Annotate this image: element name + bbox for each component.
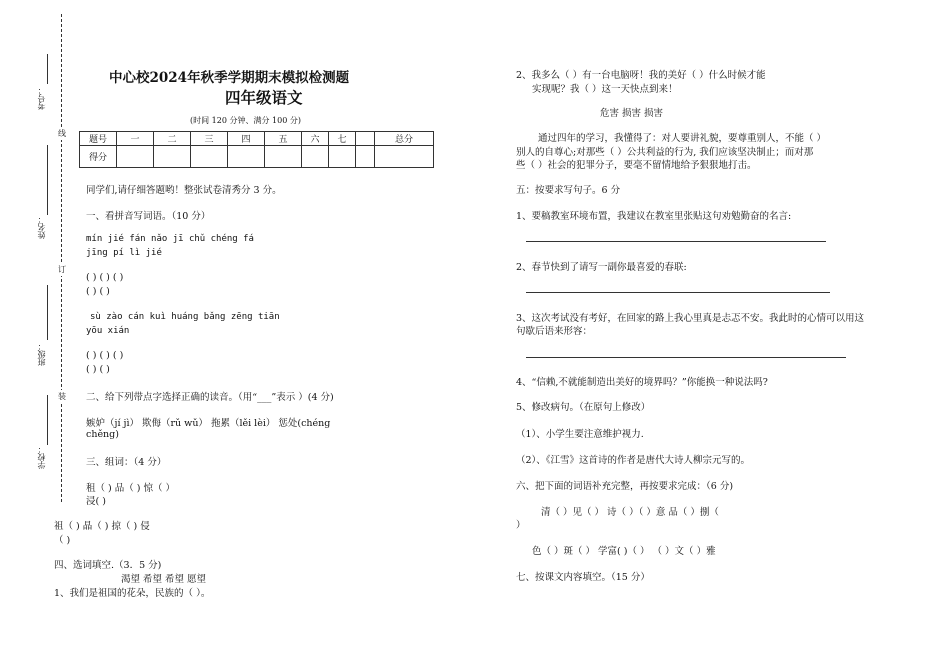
pinyin-row: sù zào cán kuì huáng bǎng zēng tiān: [90, 312, 280, 322]
fill-question[interactable]: 1、我们是祖国的花朵，民族的（ ）。: [54, 588, 211, 599]
score-cell: 一: [117, 132, 154, 146]
sentence-question: 句歇后语来形容：: [516, 326, 593, 337]
word-group-row[interactable]: （ ): [54, 535, 71, 546]
answer-blank-row[interactable]: ( ) ( ): [86, 286, 110, 297]
score-cell: 二: [154, 132, 191, 146]
answer-line[interactable]: [526, 292, 830, 293]
score-table: [79, 131, 434, 168]
binding-line-name: [47, 145, 48, 215]
exam-subtitle: 四年级语文: [225, 88, 303, 107]
score-cell: 四: [228, 132, 265, 146]
pinyin-row: yōu xián: [86, 326, 130, 336]
seal-mark-bind: 订: [58, 265, 66, 274]
section-1-title: 一、看拼音写词语。（10 分）: [86, 211, 211, 222]
label-exam-number: 考号：: [37, 86, 46, 110]
score-table-header-row: [80, 132, 434, 146]
fill-question[interactable]: 实现呢？我（ ）这一天快点到来！: [532, 84, 678, 95]
sentence-question: 5、修改病句。（在原句上修改）: [516, 402, 651, 413]
binding-line-school: [47, 395, 48, 445]
sentence-question: 2、春节快到了请写一副你最喜爱的春联:: [516, 262, 687, 273]
label-school: 学校：: [37, 445, 46, 469]
label-class: 班级：: [37, 342, 46, 366]
score-input-cell[interactable]: [265, 146, 302, 168]
score-input-cell[interactable]: [191, 146, 228, 168]
section-4-title: 四、选词填空.（3．5 分): [54, 560, 162, 571]
section-2-title: 二、给下列带点字选择正确的读音。（用“___”表示 ）(4 分): [86, 392, 334, 403]
score-table-score-row: [80, 146, 434, 168]
score-input-cell[interactable]: [375, 146, 434, 168]
pinyin-row: mín jié fán nǎo jī chǔ chéng fá: [86, 234, 254, 244]
score-cell: 总分: [375, 132, 434, 146]
score-input-cell[interactable]: [329, 146, 356, 168]
score-row-label: 得分: [80, 146, 117, 168]
word-options: 危害 损害 损害: [600, 108, 664, 119]
sentence-item[interactable]: （2）、《江雪》这首诗的作者是唐代大诗人柳宗元写的。: [516, 455, 751, 466]
reading-choice-row: chěng): [86, 429, 119, 440]
sentence-question: 3、这次考试没有考好，在回家的路上我心里真是忐忑不安。我此时的心情可以用这: [516, 313, 865, 324]
idiom-row[interactable]: ）: [516, 520, 526, 531]
score-cell: 五: [265, 132, 302, 146]
sentence-question: 4、“信赖,不就能制造出美好的境界吗？”你能换一种说法吗?: [516, 377, 768, 388]
time-note: (时间 120 分钟、满分 100 分): [190, 116, 301, 125]
answer-blank-row[interactable]: ( ) ( ) ( ): [86, 272, 124, 283]
paragraph-line[interactable]: 些（ ）社会的犯罪分子，要毫不留情地给予狠狠地打击。: [516, 160, 757, 171]
binding-line-class: [47, 285, 48, 340]
reading-choice-row: 嫉妒（jí jì） 欺侮（rǔ wǔ） 拖累（lěi lèi） 惩处(chéng: [86, 418, 331, 429]
intro-text: 同学们,请仔细答题哟！整张试卷清秀分 3 分。: [86, 185, 282, 196]
score-input-cell[interactable]: [356, 146, 375, 168]
score-cell: [356, 132, 375, 146]
score-input-cell[interactable]: [117, 146, 154, 168]
score-input-cell[interactable]: [302, 146, 329, 168]
score-cell: 题号: [80, 132, 117, 146]
score-cell: 七: [329, 132, 356, 146]
idiom-row[interactable]: 清（ ）见（ ） 诗（ ）（ ）意 品（ ）捌（: [541, 507, 719, 518]
word-group-row[interactable]: 祖（ ) 晶（ ) 掠（ ) 侵: [54, 521, 150, 532]
score-input-cell[interactable]: [228, 146, 265, 168]
word-options: 渴望 希望 希望 愿望: [121, 574, 207, 585]
answer-line[interactable]: [526, 241, 826, 242]
paragraph-line[interactable]: 通过四年的学习，我懂得了：对人要讲礼貌，要尊重别人，不能（ ）: [538, 133, 827, 144]
paragraph-line[interactable]: 别人的自尊心;对那些（ ）公共利益的行为, 我们应该坚决制止；而对那: [516, 147, 814, 158]
seal-mark-fold: 装: [58, 392, 66, 401]
binding-dashed-line: [61, 14, 62, 502]
seal-mark-line: 线: [58, 129, 66, 138]
answer-line[interactable]: [526, 357, 846, 358]
score-cell: 六: [302, 132, 329, 146]
pinyin-row: jīng pí lì jié: [86, 248, 162, 258]
section-3-title: 三、组词：（4 分）: [86, 457, 167, 468]
score-cell: 三: [191, 132, 228, 146]
section-6-title: 六、把下面的词语补充完整，再按要求完成：（6 分): [516, 481, 734, 492]
sentence-question: 1、要稿教室环境布置，我建议在教室里张贴这句劝勉勤奋的名言:: [516, 211, 792, 222]
section-7-title: 七、按课文内容填空。（15 分）: [516, 572, 650, 583]
label-name: 姓名：: [37, 215, 46, 239]
fill-question[interactable]: 2、我多么（ ）有一台电脑呀！我的美好（ ）什么时候才能: [516, 70, 766, 81]
score-input-cell[interactable]: [154, 146, 191, 168]
section-5-title: 五：按要求写句子。6 分: [516, 185, 621, 196]
binding-line-exam-number: [47, 54, 48, 84]
sentence-item[interactable]: （1）、小学生要注意维护视力.: [516, 429, 644, 440]
word-group-row[interactable]: 浸( ): [86, 496, 106, 507]
answer-blank-row[interactable]: ( ) ( ): [86, 364, 110, 375]
exam-title: 中心校2024年秋季学期期末模拟检测题: [109, 70, 350, 86]
word-group-row[interactable]: 租（ ) 品（ ) 惊（ ）: [86, 483, 176, 494]
answer-blank-row[interactable]: ( ) ( ) ( ): [86, 350, 124, 361]
idiom-row[interactable]: 色（ ）斑（ ） 学富( )（ ） （ ）文（ ）雅: [532, 546, 716, 557]
